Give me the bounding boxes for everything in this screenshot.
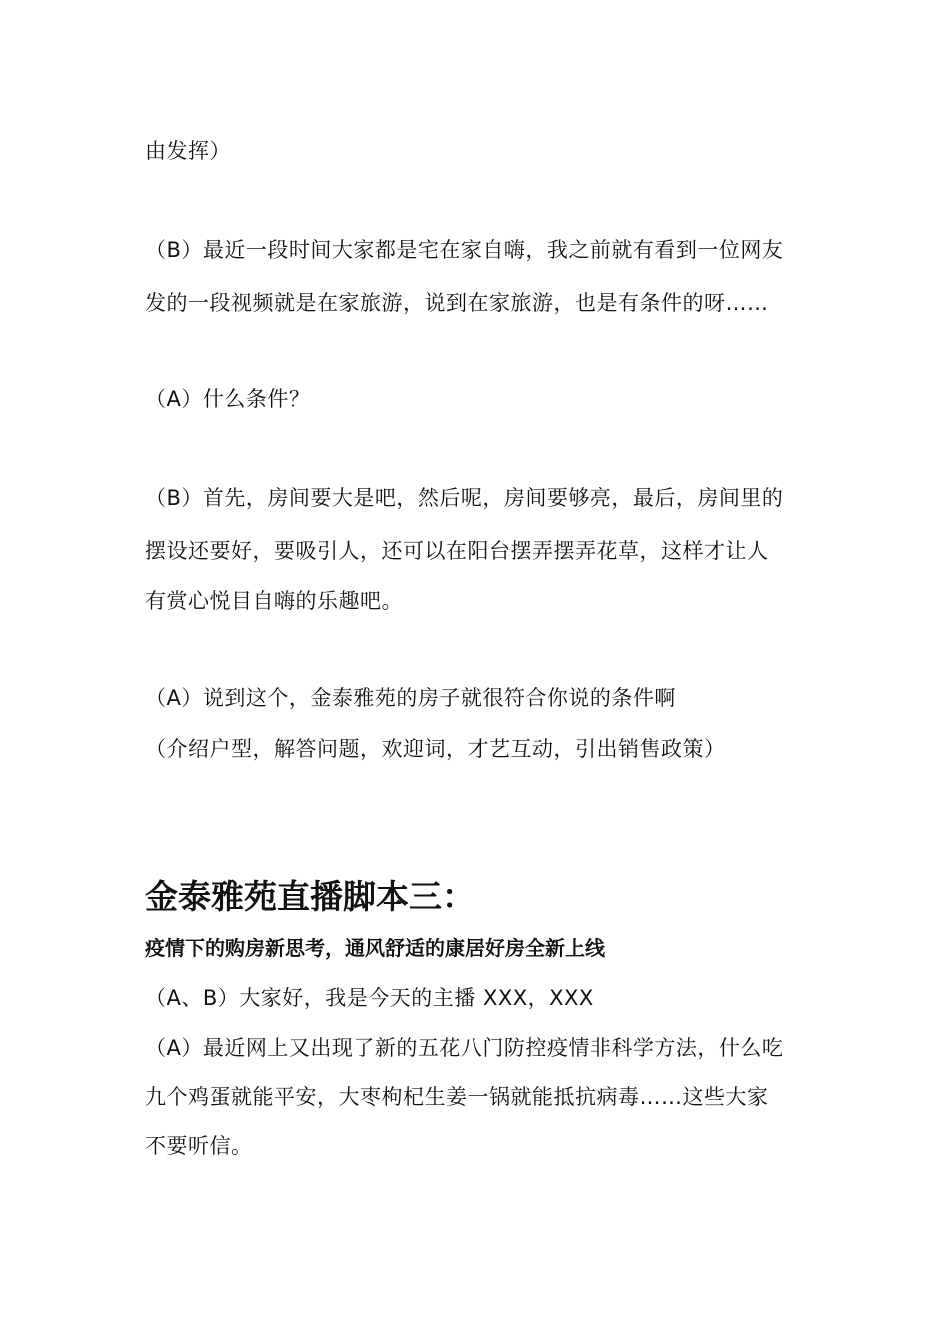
- paragraph-line: （A）说到这个，金泰雅苑的房子就很符合你说的条件啊: [145, 686, 676, 710]
- section-line: （A、B）大家好，我是今天的主播 XXX，XXX: [145, 986, 594, 1010]
- paragraph-line: （B）首先，房间要大是吧，然后呢，房间要够亮，最后，房间里的: [145, 486, 784, 510]
- paragraph-line: 有赏心悦目自嗨的乐趣吧。: [145, 589, 403, 613]
- paragraph-line: （介绍户型，解答问题，欢迎词，才艺互动，引出销售政策）: [145, 737, 726, 761]
- paragraph-line: 摆设还要好，要吸引人，还可以在阳台摆弄摆弄花草，这样才让人: [145, 539, 769, 563]
- section-title: 金泰雅苑直播脚本三：: [145, 877, 475, 916]
- paragraph-line: （A）什么条件？: [145, 387, 311, 411]
- paragraph-line: 发的一段视频就是在家旅游，说到在家旅游，也是有条件的呀……: [145, 291, 769, 315]
- top-fragment-text: 由发挥）: [145, 139, 231, 163]
- paragraph-line: （B）最近一段时间大家都是宅在家自嗨，我之前就有看到一位网友: [145, 238, 784, 262]
- section-line: 九个鸡蛋就能平安，大枣枸杞生姜一锅就能抵抗病毒……这些大家: [145, 1085, 769, 1109]
- section-subtitle: 疫情下的购房新思考，通风舒适的康居好房全新上线: [145, 936, 605, 960]
- section-line: （A）最近网上又出现了新的五花八门防控疫情非科学方法，什么吃: [145, 1036, 784, 1060]
- section-line: 不要听信。: [145, 1134, 253, 1158]
